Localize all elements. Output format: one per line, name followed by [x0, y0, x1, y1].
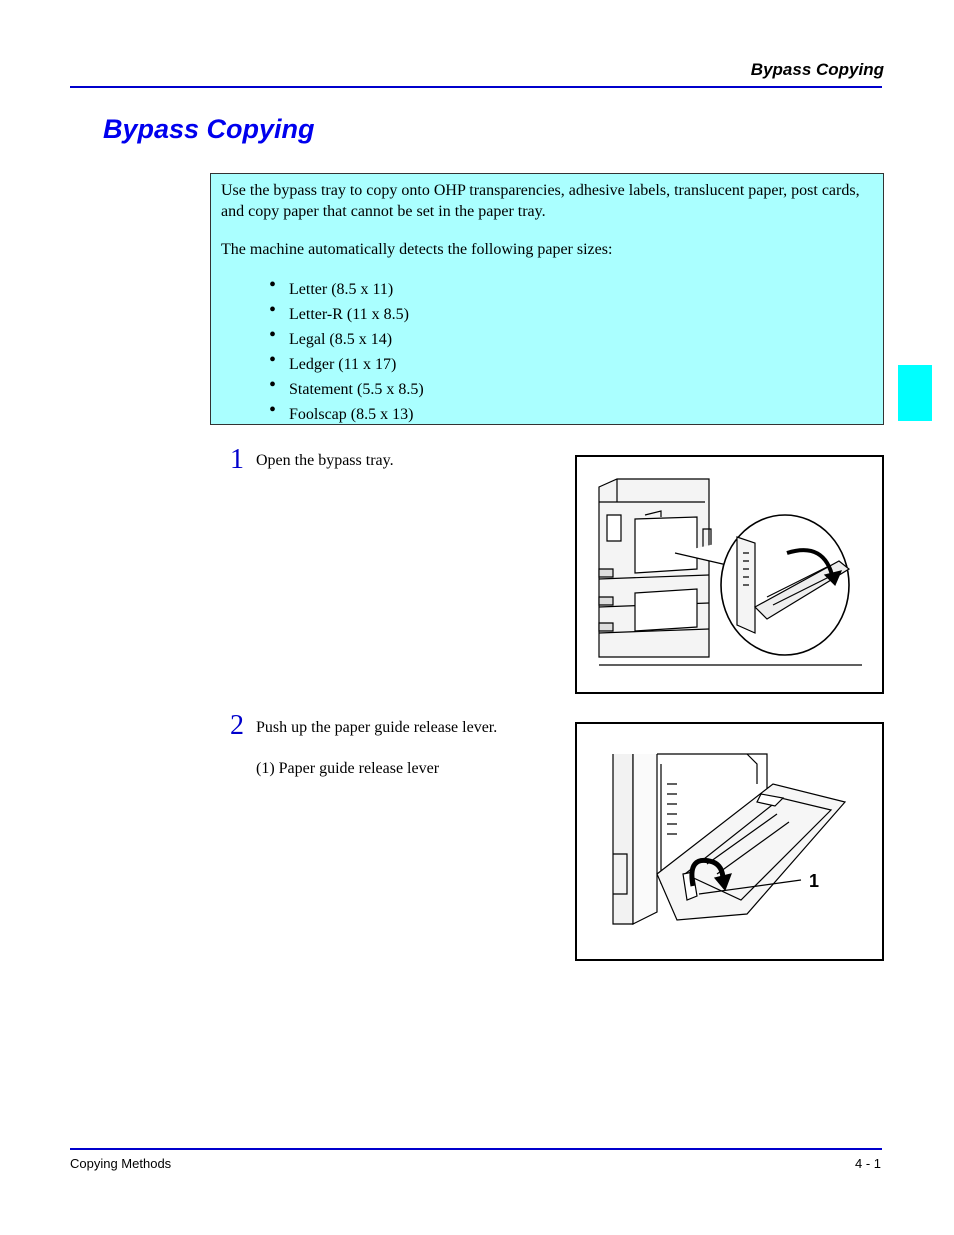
info-box [210, 173, 884, 425]
page-number: 4 - 1 [854, 1156, 881, 1171]
list-item [269, 399, 873, 427]
bullet-icon: • [269, 324, 277, 346]
footer-rule [70, 1148, 882, 1150]
copier-illustration [577, 457, 882, 692]
footer-section: Copying Methods [70, 1156, 172, 1171]
figure-paper-guide-lever [575, 722, 884, 961]
figure-open-bypass-tray [575, 455, 884, 694]
intro-paragraph: Use the bypass tray to copy onto OHP transparencies, adhesive labels, translucent paper, post cards, and copy paper that cannot be set in the paper tray. [221, 182, 860, 220]
bullet-icon: • [269, 374, 277, 396]
step-instruction: Push up the paper guide release lever. [256, 719, 498, 736]
page-title: Bypass Copying [103, 114, 315, 144]
step-number: 1 [230, 444, 244, 475]
running-header: Bypass Copying [750, 60, 884, 79]
bullet-icon: • [269, 399, 277, 421]
list-item [269, 349, 873, 377]
callout-legend: (1) Paper guide release lever [256, 760, 440, 777]
list-item [269, 324, 873, 352]
list-item-text: Ledger (11 x 17) [289, 356, 397, 373]
list-item-text: Letter-R (11 x 8.5) [289, 306, 409, 323]
list-item [269, 374, 873, 402]
list-item-text: Statement (5.5 x 8.5) [289, 381, 424, 398]
list-item-text: Legal (8.5 x 14) [289, 331, 393, 348]
list-item [269, 299, 873, 327]
header-rule [70, 86, 882, 88]
list-item [269, 274, 873, 302]
callout-number: 1 [809, 871, 820, 891]
bypass-tray-illustration [577, 724, 882, 959]
bullet-icon: • [269, 299, 277, 321]
bullet-icon: • [269, 274, 277, 296]
list-item-text: Foolscap (8.5 x 13) [289, 406, 414, 423]
step-number: 2 [230, 710, 244, 741]
intro-paragraph-sizes: The machine automatically detects the following paper sizes: [221, 241, 613, 258]
step-instruction: Open the bypass tray. [256, 452, 394, 469]
paper-size-list [221, 274, 873, 427]
bullet-icon: • [269, 349, 277, 371]
list-item-text: Letter (8.5 x 11) [289, 281, 394, 298]
chapter-tab [898, 365, 932, 421]
